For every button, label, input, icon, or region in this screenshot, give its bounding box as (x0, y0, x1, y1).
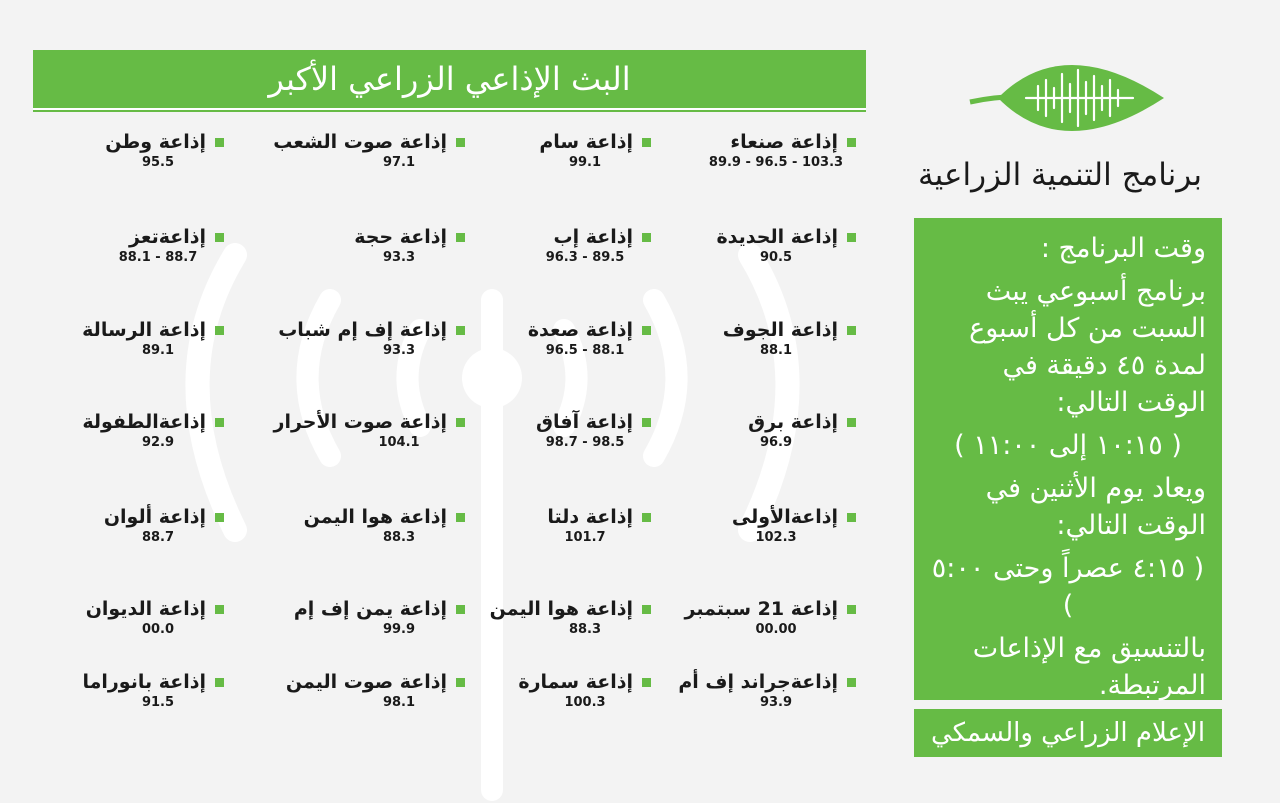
station-frequency: 96.3 - 89.5 (545, 250, 625, 265)
station-item (250, 130, 465, 172)
station-name (641, 130, 856, 154)
station-name (641, 505, 856, 529)
station-name (641, 670, 856, 694)
station-label: إذاعة الديوان (85, 598, 206, 620)
station-name (250, 505, 465, 529)
bullet-icon (456, 233, 465, 242)
info-time-monday: ( ٤:١٥ عصراً وحتى ٥:٠٠ ) (931, 553, 1205, 621)
station-label: إذاعة يمن إف إم (293, 598, 447, 620)
station-label: إذاعةالأولى (731, 506, 838, 528)
station-label: إذاعة الحديدة (716, 226, 838, 248)
bullet-icon (847, 605, 856, 614)
station-frequency: 89.9 - 96.5 - 103.3 (708, 155, 844, 170)
info-heading: وقت البرنامج : (1040, 233, 1206, 264)
bullet-icon (456, 326, 465, 335)
station-item (250, 505, 465, 547)
bullet-icon (847, 418, 856, 427)
station-label: إذاعة دلتا (547, 506, 633, 528)
bullet-icon (215, 678, 224, 687)
station-frequency: 96.5 - 88.1 (545, 343, 625, 358)
bullet-icon (847, 138, 856, 147)
station-frequency: 88.3 (382, 530, 416, 545)
station-label: إذاعة صوت الأحرار (273, 411, 447, 433)
station-frequency: 95.5 (141, 155, 175, 170)
station-label: إذاعة الجوف (722, 319, 838, 341)
station-label: إذاعة حجة (354, 226, 447, 248)
station-name (250, 130, 465, 154)
station-label: إذاعةتعز (129, 226, 206, 248)
bullet-icon (642, 326, 651, 335)
station-frequency: 101.7 (564, 530, 606, 545)
station-name (436, 505, 651, 529)
station-frequency: 92.9 (141, 435, 175, 450)
station-name (250, 670, 465, 694)
station-name (436, 597, 651, 621)
bullet-icon (456, 678, 465, 687)
station-label: إذاعةجراند إف أم (678, 671, 838, 693)
station-name (436, 130, 651, 154)
station-name (9, 225, 224, 249)
footer-label: الإعلام الزراعي والسمكي (930, 718, 1206, 748)
station-label: إذاعة إف إم شباب (278, 319, 447, 341)
station-item (250, 597, 465, 639)
station-frequency: 91.5 (141, 695, 175, 710)
station-frequency: 93.9 (759, 695, 793, 710)
station-name (9, 318, 224, 342)
station-frequency: 88.7 (141, 530, 175, 545)
info-coordination-line: بالتنسيق مع الإذاعات المرتبطة. (972, 633, 1206, 701)
station-name (250, 410, 465, 434)
leaf-logo-icon (968, 50, 1168, 145)
bullet-icon (215, 513, 224, 522)
station-frequency: 89.1 (141, 343, 175, 358)
station-name (9, 410, 224, 434)
station-name (9, 597, 224, 621)
station-name (436, 670, 651, 694)
station-label: إذاعة صوت الشعب (273, 131, 447, 153)
bullet-icon (847, 678, 856, 687)
station-item (9, 505, 224, 547)
info-rerun-line: ويعاد يوم الأثنين في الوقت التالي: (985, 473, 1206, 541)
bullet-icon (847, 513, 856, 522)
bullet-icon (642, 678, 651, 687)
station-frequency: 93.3 (382, 343, 416, 358)
station-name (9, 670, 224, 694)
station-name (250, 318, 465, 342)
bullet-icon (456, 418, 465, 427)
bullet-icon (215, 138, 224, 147)
bullet-icon (642, 605, 651, 614)
station-name (9, 130, 224, 154)
station-frequency: 00.0 (141, 622, 175, 637)
station-label: إذاعة بانوراما (82, 671, 206, 693)
station-item (250, 410, 465, 452)
program-info-box (914, 218, 1222, 700)
station-name (641, 410, 856, 434)
station-item (9, 225, 224, 267)
station-label: إذاعةالطفولة (82, 411, 206, 433)
page-title: البث الإذاعي الزراعي الأكبر (268, 60, 631, 98)
bullet-icon (215, 326, 224, 335)
station-name (436, 410, 651, 434)
station-item (250, 225, 465, 267)
bullet-icon (847, 233, 856, 242)
station-name (9, 505, 224, 529)
station-name (641, 225, 856, 249)
bullet-icon (456, 513, 465, 522)
station-frequency: 100.3 (564, 695, 606, 710)
info-time-saturday: ( ١٠:١٥ إلى ١١:٠٠ ) (954, 430, 1182, 461)
station-item (641, 670, 856, 712)
station-name (436, 318, 651, 342)
station-frequency: 104.1 (378, 435, 420, 450)
station-label: إذاعة هوا اليمن (489, 598, 633, 620)
station-label: إذاعة الرسالة (82, 319, 206, 341)
station-label: إذاعة ألوان (103, 506, 206, 528)
station-frequency: 97.1 (382, 155, 416, 170)
station-frequency: 99.9 (382, 622, 416, 637)
station-item (641, 318, 856, 360)
station-name (641, 318, 856, 342)
station-item (641, 597, 856, 639)
bullet-icon (642, 233, 651, 242)
station-frequency: 88.1 (759, 343, 793, 358)
station-frequency: 98.7 - 98.5 (545, 435, 625, 450)
station-name (436, 225, 651, 249)
station-name (250, 225, 465, 249)
bullet-icon (642, 513, 651, 522)
station-frequency: 102.3 (755, 530, 797, 545)
station-item (9, 597, 224, 639)
station-name (641, 597, 856, 621)
station-frequency: 98.1 (382, 695, 416, 710)
bullet-icon (215, 418, 224, 427)
page-title-bar (33, 50, 866, 110)
station-frequency: 88.1 - 88.7 (118, 250, 198, 265)
bullet-icon (215, 233, 224, 242)
footer-bar (914, 709, 1222, 757)
info-schedule-line: برنامج أسبوعي يبث السبت من كل أسبوع لمدة ٤٥ دقيقة في الوقت التالي: (969, 276, 1206, 418)
station-frequency: 88.3 (568, 622, 602, 637)
bullet-icon (642, 138, 651, 147)
station-label: إذاعة صنعاء (730, 131, 838, 153)
station-label: إذاعة صعدة (527, 319, 633, 341)
station-item (9, 318, 224, 360)
bullet-icon (456, 605, 465, 614)
station-frequency: 99.1 (568, 155, 602, 170)
station-frequency: 96.9 (759, 435, 793, 450)
station-frequency: 93.3 (382, 250, 416, 265)
station-label: إذاعة وطن (105, 131, 206, 153)
station-item (9, 410, 224, 452)
station-label: إذاعة سمارة (518, 671, 633, 693)
bullet-icon (847, 326, 856, 335)
station-item (250, 670, 465, 712)
station-label: إذاعة صوت اليمن (285, 671, 447, 693)
station-item (641, 410, 856, 452)
station-frequency: 90.5 (759, 250, 793, 265)
station-frequency: 00.00 (755, 622, 797, 637)
brand-name: برنامج التنمية الزراعية (917, 157, 1202, 193)
station-label: إذاعة إب (553, 226, 633, 248)
station-label: إذاعة 21 سبتمبر (684, 598, 838, 620)
station-label: إذاعة سام (539, 131, 633, 153)
station-item (641, 505, 856, 547)
station-label: إذاعة هوا اليمن (303, 506, 447, 528)
station-item (641, 225, 856, 267)
bullet-icon (642, 418, 651, 427)
station-label: إذاعة آفاق (536, 411, 633, 433)
bullet-icon (215, 605, 224, 614)
station-item (9, 670, 224, 712)
station-item (9, 130, 224, 172)
station-item (250, 318, 465, 360)
station-item (641, 130, 856, 172)
station-name (250, 597, 465, 621)
station-label: إذاعة برق (748, 411, 838, 433)
bullet-icon (456, 138, 465, 147)
